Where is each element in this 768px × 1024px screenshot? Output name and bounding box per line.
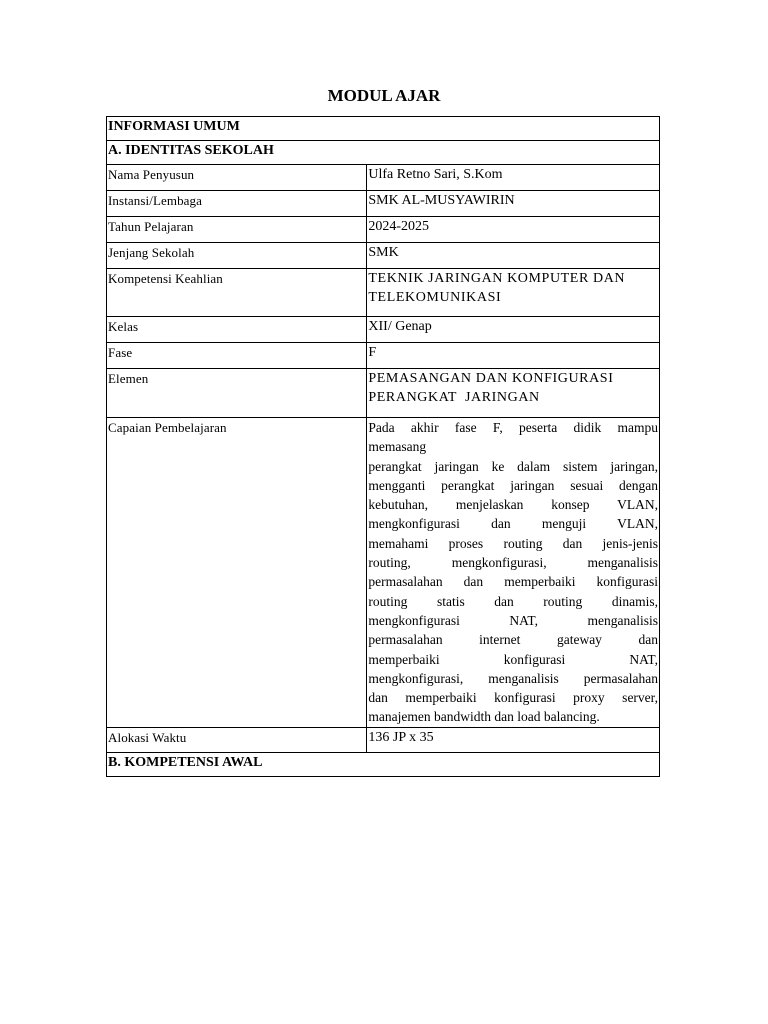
capaian-line: kebutuhan, menjelaskan konsep VLAN, [368, 497, 658, 513]
kompetensi-awal-row [107, 752, 660, 776]
identitas-sekolah-row [107, 141, 660, 165]
table-row [107, 165, 660, 191]
capaian-value [367, 418, 660, 728]
informasi-umum-heading: INFORMASI UMUM [107, 117, 660, 141]
nama-penyusun-value: Ulfa Retno Sari, S.Kom [367, 165, 660, 191]
kompetensi-value-line2: TELEKOMUNIKASI [368, 290, 502, 305]
fase-value: F [367, 343, 660, 369]
alokasi-label: Alokasi Waktu [107, 727, 367, 752]
table-row [107, 317, 660, 343]
elemen-value-line1: PEMASANGAN DAN KONFIGURASI [368, 371, 614, 386]
informasi-umum-row [107, 117, 660, 141]
capaian-line: perangkat jaringan ke dalam sistem jaringan, [368, 458, 658, 474]
table-row [107, 243, 660, 269]
jenjang-value: SMK [367, 243, 660, 269]
table-row [107, 343, 660, 369]
capaian-line: mengkonfigurasi NAT, menganalisis [368, 612, 658, 628]
capaian-line: memperbaiki konfigurasi NAT, [368, 651, 658, 667]
kelas-value: XII/ Genap [367, 317, 660, 343]
capaian-line: permasalahan internet gateway dan [368, 632, 658, 648]
instansi-label: Instansi/Lembaga [107, 191, 367, 217]
capaian-line: mengganti perangkat jaringan sesuai dengan [368, 477, 658, 493]
kompetensi-value-line1: TEKNIK JARINGAN KOMPUTER DAN [368, 271, 626, 286]
capaian-label: Capaian Pembelajaran [107, 418, 367, 728]
capaian-line: mengkonfigurasi, menganalisis permasalahan [368, 670, 658, 686]
table-row [107, 727, 660, 752]
capaian-line: routing statis dan routing dinamis, [368, 593, 658, 609]
capaian-text [368, 418, 658, 727]
capaian-line: Pada akhir fase F, peserta didik mampu [368, 420, 658, 435]
page-title: MODUL AJAR [327, 86, 441, 105]
capaian-line: memahami proses routing dan jenis-jenis [368, 535, 658, 551]
table-row [107, 418, 660, 728]
capaian-line: memasang [368, 439, 427, 455]
jenjang-label: Jenjang Sekolah [107, 243, 367, 269]
elemen-value [367, 369, 660, 418]
capaian-line: permasalahan dan memperbaiki konfigurasi [368, 574, 658, 590]
kompetensi-value [367, 269, 660, 317]
capaian-line: dan memperbaiki konfigurasi proxy server, [368, 690, 658, 706]
kompetensi-label: Kompetensi Keahlian [107, 269, 367, 317]
tahun-label: Tahun Pelajaran [107, 217, 367, 243]
capaian-line: routing, mengkonfigurasi, menganalisis [368, 555, 658, 571]
nama-penyusun-label: Nama Penyusun [107, 165, 367, 191]
kompetensi-awal-heading: B. KOMPETENSI AWAL [107, 752, 660, 776]
instansi-value: SMK AL-MUSYAWIRIN [367, 191, 660, 217]
capaian-line: mengkonfigurasi dan menguji VLAN, [368, 516, 658, 532]
elemen-label: Elemen [107, 369, 367, 418]
capaian-line: manajemen bandwidth dan load balancing. [368, 709, 600, 725]
fase-label: Fase [107, 343, 367, 369]
alokasi-value: 136 JP x 35 [367, 727, 660, 752]
table-row [107, 191, 660, 217]
tahun-value: 2024-2025 [367, 217, 660, 243]
modul-table [106, 116, 660, 777]
elemen-value-line2: PERANGKAT JARINGAN [368, 390, 540, 405]
kelas-label: Kelas [107, 317, 367, 343]
table-row [107, 269, 660, 317]
table-row [107, 217, 660, 243]
identitas-sekolah-heading: A. IDENTITAS SEKOLAH [107, 141, 660, 165]
table-row [107, 369, 660, 418]
